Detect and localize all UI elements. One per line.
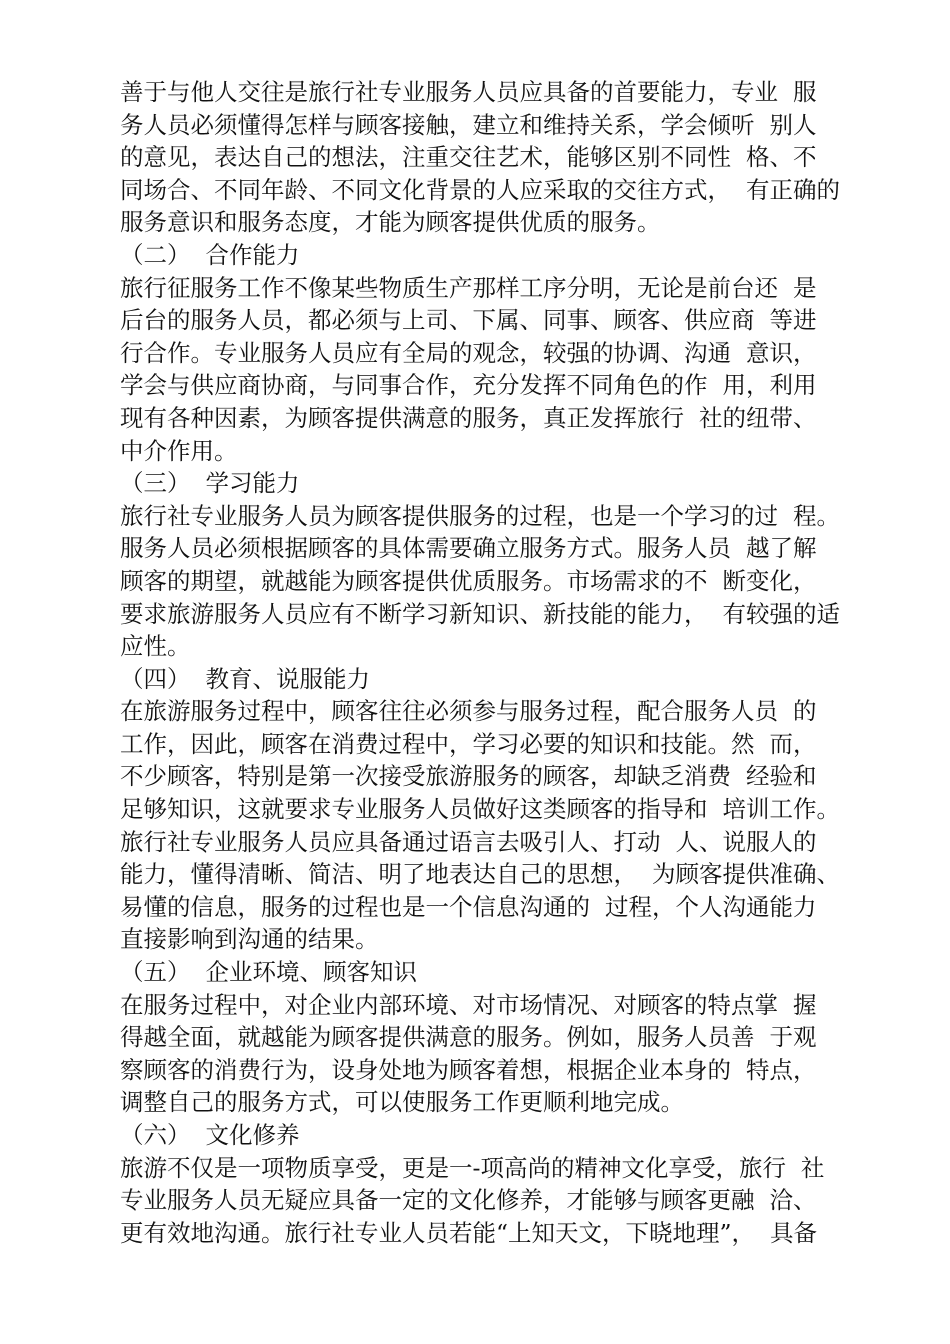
section-heading: （六） 文化修养 [120, 1121, 300, 1149]
paragraph-line: 在服务过程中，对企业内部环境、对市场情况、对顾客的特点掌 握 [120, 990, 817, 1019]
paragraph-line: 调整自己的服务方式，可以使服务工作更顺利地完成。 [120, 1088, 684, 1117]
section-heading: （三） 学习能力 [120, 469, 300, 498]
paragraph-line: 务人员必须懂得怎样与顾客接触，建立和维持关系，学会倾听 别人 [120, 110, 817, 139]
paragraph-line: 在旅游服务过程中，顾客往往必须参与服务过程，配合服务人员 的 [120, 697, 817, 726]
section-heading: （四） 教育、说服能力 [120, 664, 370, 693]
section-heading: （五） 企业环境、顾客知识 [120, 958, 417, 987]
paragraph-line: 现有各种因素，为顾客提供满意的服务，真正发挥旅行 社的纽带、 [120, 403, 817, 432]
paragraph-line: 善于与他人交往是旅行社专业服务人员应具备的首要能力，专业 服 [120, 78, 817, 106]
paragraph-line: 要求旅游服务人员应有不断学习新知识、新技能的能力， 有较强的适 [120, 599, 840, 628]
paragraph-line: 旅行征服务工作不像某些物质生产那样工序分明，无论是前台还 是 [120, 273, 817, 302]
paragraph-line: 工作，因此，顾客在消费过程中，学习必要的知识和技能。然 而， [120, 729, 817, 758]
paragraph-line: 足够知识，这就要求专业服务人员做好这类顾客的指导和 培训工作。 [120, 795, 840, 824]
paragraph-line: 应性。 [120, 632, 191, 661]
paragraph-line: 察顾客的消费行为，设身处地为顾客着想，根据企业本身的 特点， [120, 1055, 817, 1084]
paragraph-line: 能力，懂得清晰、简洁、明了地表达自己的思想， 为顾客提供准确、 [120, 860, 840, 889]
paragraph-line: 服务人员必须根据顾客的具体需要确立服务方式。服务人员 越了解 [120, 534, 817, 563]
paragraph-line: 顾客的期望，就越能为顾客提供优质服务。市场需求的不 断变化， [120, 566, 817, 595]
paragraph-line: 中介作用。 [120, 436, 238, 465]
paragraph-line: 旅游不仅是一项物质享受，更是一-项高尚的精神文化享受，旅行 社 [120, 1153, 825, 1182]
paragraph-line: 旅行社专业服务人员应具备通过语言去吸引人、打动 人、说服人的 [120, 827, 817, 856]
paragraph-line: 更有效地沟通。旅行社专业人员若能“上知天文，下晓地理”， 具备 [120, 1218, 817, 1247]
paragraph-line: 专业服务人员无疑应具备一定的文化修养，才能够与顾客更融 洽、 [120, 1186, 817, 1215]
paragraph-line: 的意见，表达自己的想法，注重交往艺术，能够区别不同性 格、不 [120, 143, 817, 172]
paragraph-line: 旅行社专业服务人员为顾客提供服务的过程，也是一个学习的过 程。 [120, 501, 840, 530]
paragraph-line: 直接影响到沟通的结果。 [120, 925, 379, 954]
paragraph-line: 易懂的信息，服务的过程也是一个信息沟通的 过程，个人沟通能力 [120, 892, 817, 921]
paragraph-line: 同场合、不同年龄、不同文化背景的人应采取的交往方式， 有正确的 [120, 175, 840, 204]
paragraph-line: 不少顾客，特别是第一次接受旅游服务的顾客，却缺乏消费 经验和 [120, 762, 817, 791]
document-page [120, 76, 842, 1249]
paragraph-line: 得越全面，就越能为顾客提供满意的服务。例如，服务人员善 于观 [120, 1023, 817, 1052]
paragraph-line: 行合作。专业服务人员应有全局的观念，较强的协调、沟通 意识， [120, 338, 817, 367]
paragraph-line: 学会与供应商协商，与同事合作，充分发挥不同角色的作 用，利用 [120, 371, 817, 400]
paragraph-line: 后台的服务人员，都必须与上司、下属、同事、顾客、供应商 等进 [120, 306, 817, 335]
section-heading: （二） 合作能力 [120, 240, 300, 269]
paragraph-line: 服务意识和服务态度，才能为顾客提供优质的服务。 [120, 208, 661, 237]
